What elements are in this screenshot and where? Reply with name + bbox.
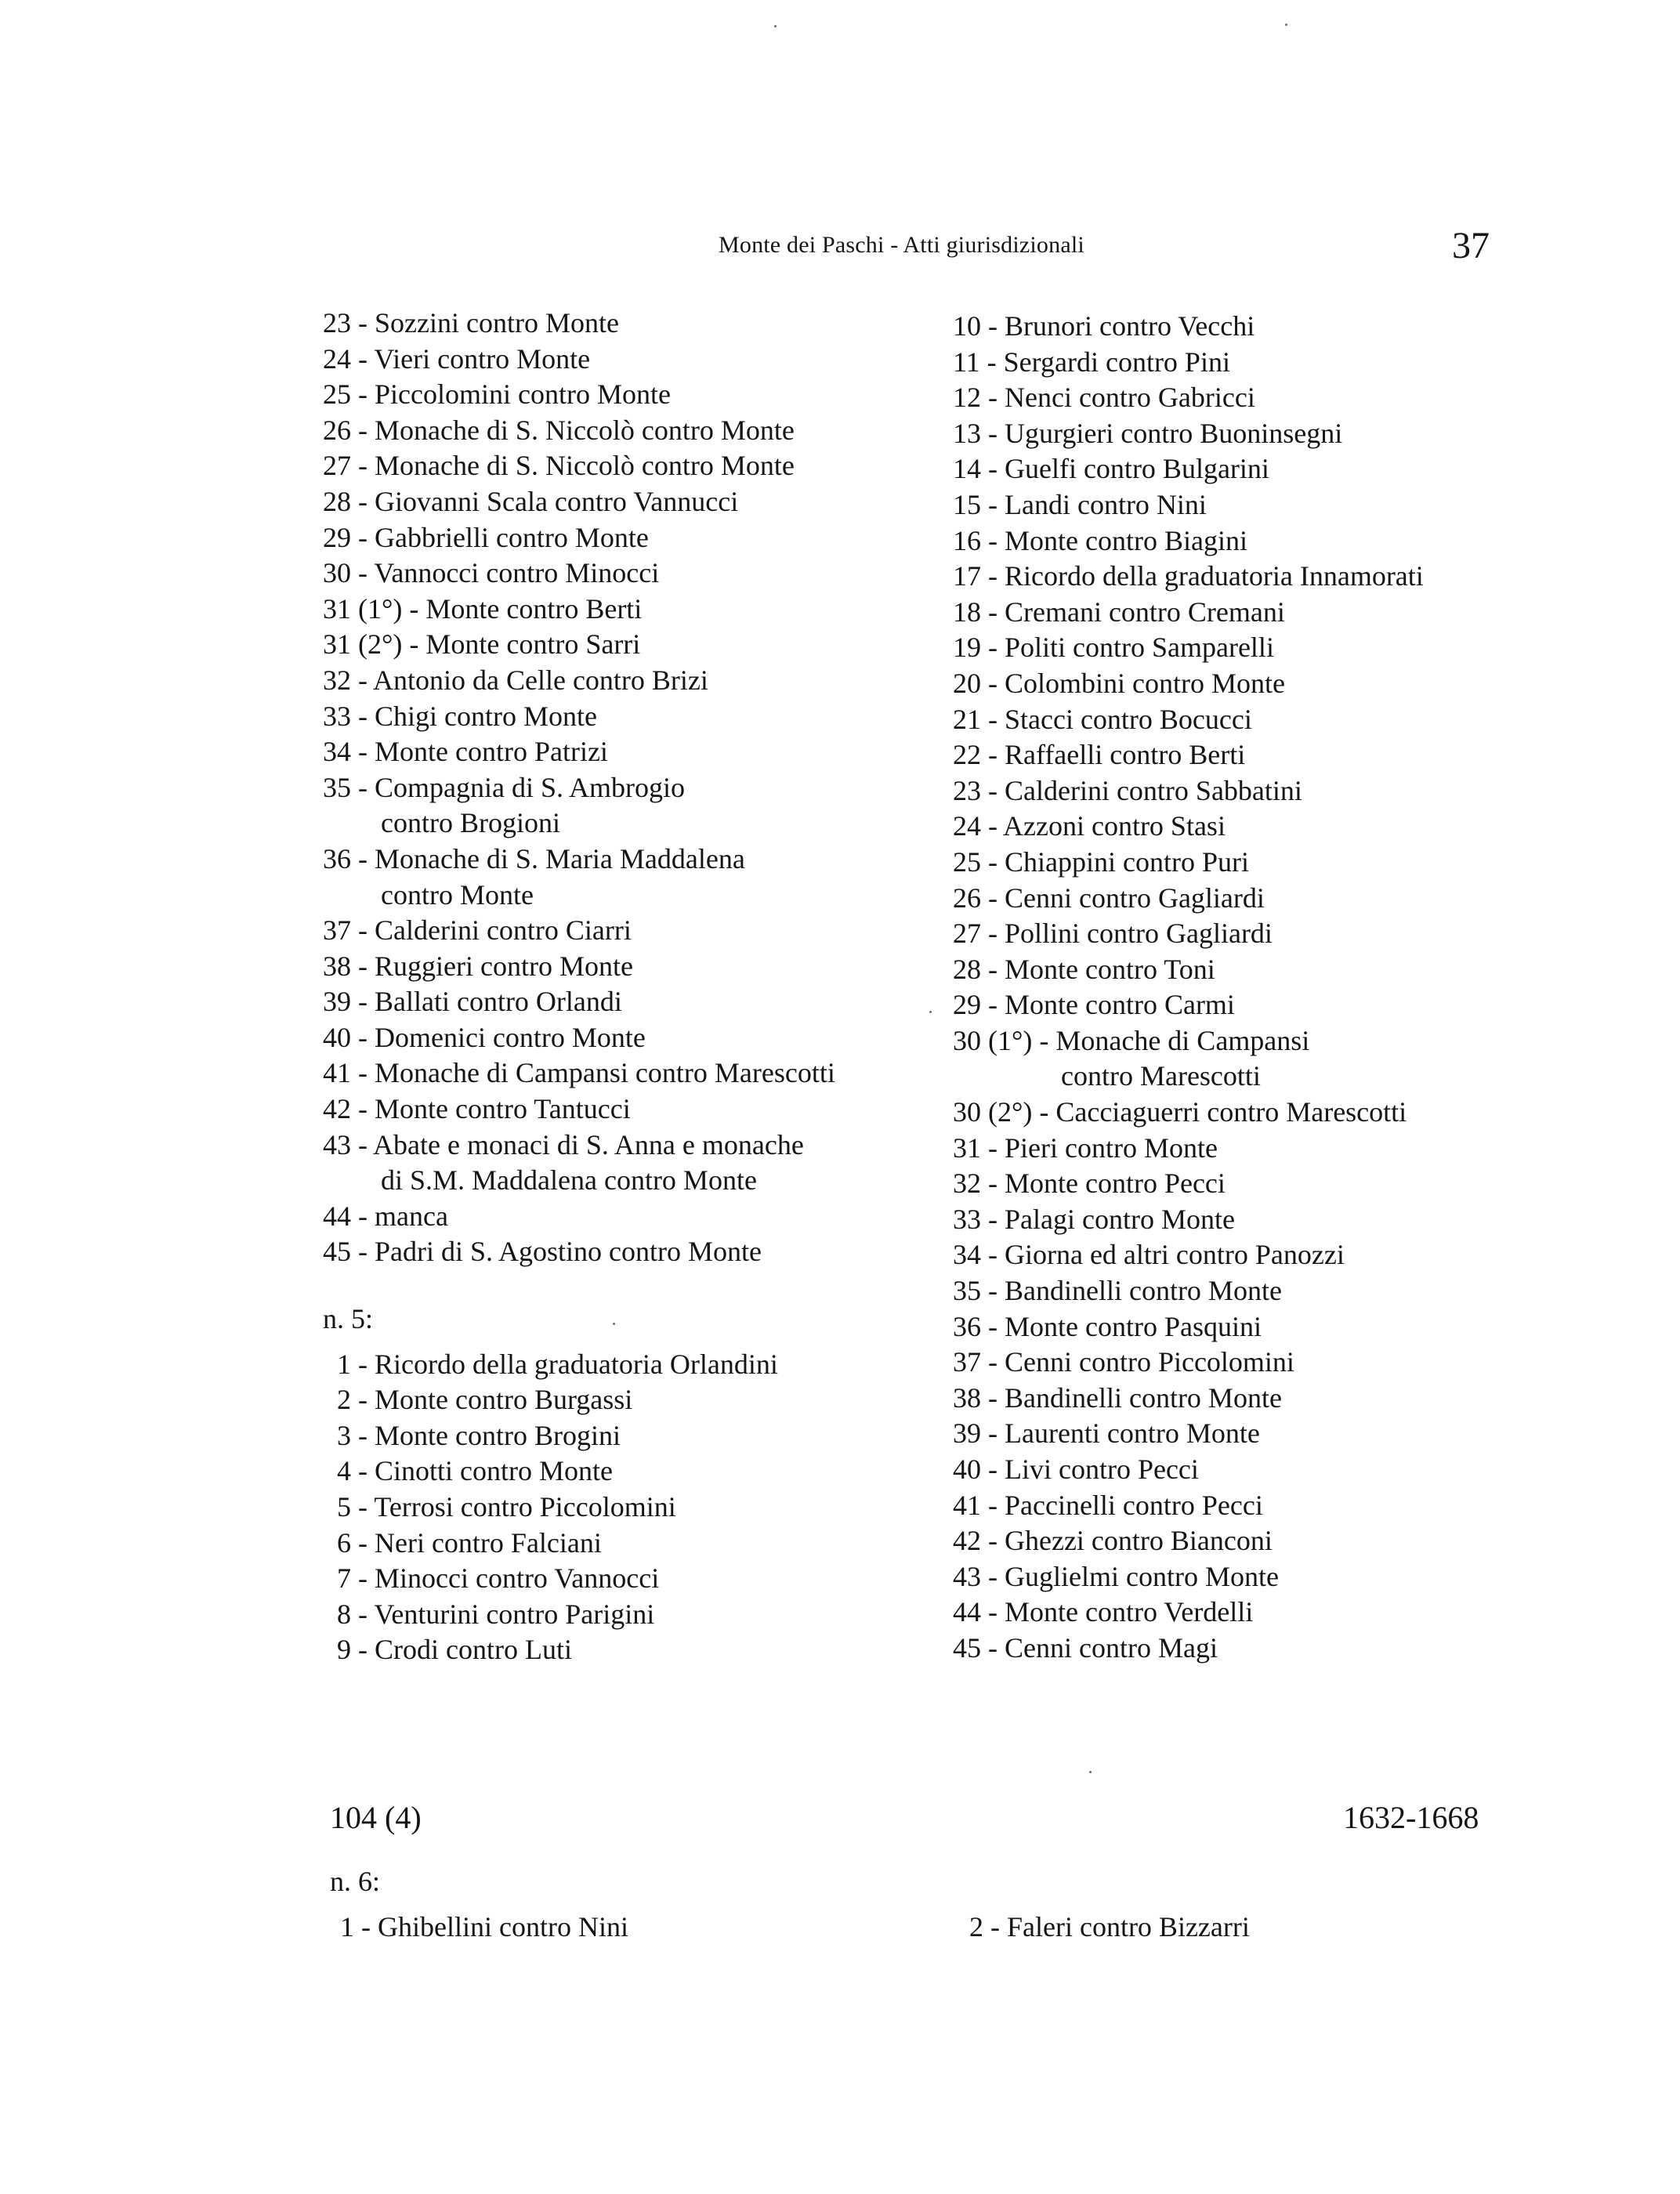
entry-number: 25 <box>323 378 351 411</box>
entry-number: 41 <box>323 1057 351 1089</box>
entry-number: 42 <box>323 1093 351 1125</box>
entry-text: - Ricordo della graduatoria Orlandini <box>351 1348 778 1380</box>
scan-speck <box>613 1323 615 1325</box>
entry-number: 34 <box>323 736 351 768</box>
entry-text: - Ricordo della graduatoria Innamorati <box>981 560 1424 592</box>
entry-text: - Abate e monaci di S. Anna e monache <box>351 1128 804 1160</box>
entry-text: - Calderini contro Sabbatini <box>981 774 1302 806</box>
entry-number: 16 <box>953 524 981 556</box>
entry-number: 19 <box>953 632 981 664</box>
list-item <box>323 984 835 1020</box>
entry-text: - Monte contro Biagini <box>981 524 1247 556</box>
entry-text: - Ghezzi contro Bianconi <box>981 1525 1273 1557</box>
entry-number: 21 <box>953 703 981 735</box>
list-item <box>323 520 835 556</box>
entry-number: 36 <box>953 1310 981 1342</box>
list-item <box>953 881 1424 917</box>
entry-number: 24 <box>323 342 351 375</box>
entry-text: - Bandinelli contro Monte <box>981 1275 1282 1307</box>
list-item <box>323 842 835 878</box>
entry-text: - Domenici contro Monte <box>351 1021 646 1053</box>
entry-number: 41 <box>953 1489 981 1521</box>
list-item <box>323 342 835 378</box>
list-item <box>953 345 1424 381</box>
entry-number: 30 (2°) <box>953 1096 1033 1128</box>
entry-text: - Monte contro Burgassi <box>351 1384 633 1416</box>
entry-text: - Bandinelli contro Monte <box>981 1381 1282 1414</box>
entry-number: 34 <box>953 1239 981 1271</box>
entry-number: 24 <box>953 810 981 842</box>
list-item <box>953 1237 1424 1273</box>
entry-number: 14 <box>953 453 981 485</box>
entry-number: 12 <box>953 382 981 414</box>
entry-number: 39 <box>323 986 351 1018</box>
page-number: 37 <box>1452 225 1490 266</box>
entry-text: - Monte contro Pasquini <box>981 1310 1262 1342</box>
list-item <box>953 451 1424 487</box>
entry-text: - Monache di S. Niccolò contro Monte <box>351 414 795 446</box>
list-item <box>323 699 835 735</box>
entry-number: 28 <box>953 953 981 985</box>
right-column <box>953 309 1424 1667</box>
entry-number: 7 <box>337 1562 351 1595</box>
entry-number: 36 <box>323 842 351 874</box>
entry-number: 38 <box>953 1381 981 1414</box>
list-item <box>953 1488 1424 1524</box>
list-item <box>323 448 835 484</box>
entry-text: - Monte contro Toni <box>981 953 1215 985</box>
list-item <box>323 770 835 806</box>
entry-number: 30 (1°) <box>953 1024 1033 1056</box>
entry-text: - Guelfi contro Bulgarini <box>981 453 1269 485</box>
entry-text: - Monte contro Brogini <box>351 1419 621 1451</box>
entry-text: - Monte contro Patrizi <box>351 736 608 768</box>
list-item <box>953 952 1424 988</box>
entry-text: - Ugurgieri contro Buoninsegni <box>981 417 1343 449</box>
section-gap <box>323 1270 835 1302</box>
list-item <box>953 916 1424 952</box>
entry-text: - Calderini contro Ciarri <box>351 914 632 947</box>
list-item <box>953 987 1424 1023</box>
list-item <box>953 666 1424 702</box>
entry-text: - Compagnia di S. Ambrogio <box>351 771 685 803</box>
list-item <box>953 809 1424 845</box>
list-item <box>953 595 1424 631</box>
entry-text: - Padri di S. Agostino contro Monte <box>351 1236 762 1268</box>
entry-text: - Giovanni Scala contro Vannucci <box>351 485 739 517</box>
n6-entry-1: 1 - Ghibellini contro Nini <box>340 1911 628 1942</box>
list-item <box>323 1020 835 1056</box>
entry-text: - Sozzini contro Monte <box>351 307 619 339</box>
entry-number: 2 <box>337 1384 351 1416</box>
entry-text: - Monte contro Tantucci <box>351 1093 631 1125</box>
entry-number: 3 <box>337 1419 351 1451</box>
n6-entry-2: 2 - Faleri contro Bizzarri <box>969 1911 1250 1942</box>
list-item <box>953 1452 1424 1488</box>
entry-number: 39 <box>953 1417 981 1450</box>
list-item <box>323 1418 835 1454</box>
list-item <box>323 1632 835 1668</box>
entry-number: 31 (2°) <box>323 628 403 661</box>
list-item <box>953 702 1424 738</box>
entry-text: - Chiappini contro Puri <box>981 845 1249 878</box>
list-item <box>953 1059 1424 1095</box>
list-item <box>953 1631 1424 1667</box>
list-item <box>323 1347 835 1383</box>
list-item <box>953 1273 1424 1309</box>
list-item <box>953 1131 1424 1167</box>
list-item <box>953 1309 1424 1345</box>
list-item <box>323 1128 835 1164</box>
list-item <box>953 416 1424 452</box>
list-item <box>953 630 1424 666</box>
entry-text: - Gabbrielli contro Monte <box>351 521 649 553</box>
entry-number: 31 (1°) <box>323 592 403 625</box>
entry-number: 9 <box>337 1634 351 1666</box>
entry-number: 44 <box>323 1200 351 1232</box>
entry-number: 18 <box>953 596 981 628</box>
list-item <box>953 1166 1424 1202</box>
entry-number: 1 <box>337 1348 351 1380</box>
list-item <box>953 309 1424 345</box>
list-item <box>323 1163 835 1199</box>
entry-text: - Monte contro Sarri <box>402 628 641 661</box>
list-item <box>323 878 835 914</box>
list-item <box>953 1523 1424 1559</box>
entry-number: 10 <box>953 310 981 342</box>
entry-number: 44 <box>953 1596 981 1628</box>
list-item <box>953 1381 1424 1417</box>
list-item <box>953 1023 1424 1059</box>
entry-number: 13 <box>953 417 981 449</box>
entry-text: - Vieri contro Monte <box>351 342 591 375</box>
entry-number: 37 <box>953 1346 981 1378</box>
section-n5-label: n. 5: <box>323 1303 374 1335</box>
entry-text: - Monache di S. Niccolò contro Monte <box>351 450 795 482</box>
entry-text: di S.M. Maddalena contro Monte <box>381 1164 757 1197</box>
list-item <box>953 1202 1424 1238</box>
entry-number: 40 <box>953 1454 981 1485</box>
entry-number: 32 <box>323 664 351 696</box>
left-column <box>323 306 835 1668</box>
entry-text: - Chigi contro Monte <box>351 700 597 732</box>
list-item <box>323 949 835 985</box>
entry-number: 27 <box>323 450 351 482</box>
entry-text: - Antonio da Celle contro Brizi <box>351 664 708 696</box>
entry-text: - Nenci contro Gabricci <box>981 382 1255 414</box>
entry-text: - Monte contro Berti <box>402 592 643 625</box>
entry-number: 29 <box>323 521 351 553</box>
list-item <box>323 1561 835 1597</box>
list-item <box>953 1095 1424 1131</box>
list-item <box>323 1234 835 1270</box>
scan-speck <box>774 25 777 27</box>
entry-text: - Cenni contro Magi <box>981 1631 1218 1664</box>
entry-number: 35 <box>953 1275 981 1307</box>
running-header-title: Monte dei Paschi - Atti giurisdizionali <box>719 232 1084 258</box>
list-item <box>323 1490 835 1526</box>
entry-text: - Cenni contro Piccolomini <box>981 1346 1294 1378</box>
entry-number: 23 <box>953 774 981 806</box>
list-item <box>953 487 1424 523</box>
entry-text: - Colombini contro Monte <box>981 667 1285 699</box>
list-item <box>953 773 1424 809</box>
entry-text: - Brunori contro Vecchi <box>981 310 1255 342</box>
list-item <box>323 734 835 770</box>
entry-number: 40 <box>323 1021 351 1053</box>
list-item <box>953 559 1424 595</box>
list-item <box>323 1382 835 1418</box>
entry-number: 45 <box>323 1236 351 1268</box>
list-item <box>953 1595 1424 1631</box>
list-item <box>323 663 835 699</box>
entry-text: - Raffaelli contro Berti <box>981 739 1246 771</box>
entry-number: 23 <box>323 307 351 339</box>
list-item <box>323 913 835 949</box>
archive-reference: 104 (4) <box>330 1800 422 1835</box>
entry-text: - Cinotti contro Monte <box>351 1455 613 1487</box>
entry-number: 38 <box>323 950 351 982</box>
entry-text: - Ballati contro Orlandi <box>351 986 622 1018</box>
list-item <box>323 1454 835 1490</box>
entry-text: - Ruggieri contro Monte <box>351 950 633 982</box>
entry-number: 32 <box>953 1168 981 1200</box>
entry-text: - Monache di Campansi contro Marescotti <box>351 1057 835 1089</box>
entry-text: - Crodi contro Luti <box>351 1634 572 1666</box>
entry-number: 4 <box>337 1455 351 1487</box>
entry-text: - Piccolomini contro Monte <box>351 378 671 411</box>
entry-text: - Guglielmi contro Monte <box>981 1560 1279 1592</box>
list-item <box>323 1199 835 1235</box>
entry-text: - Cacciaguerri contro Marescotti <box>1032 1096 1407 1128</box>
entry-text: - Giorna ed altri contro Panozzi <box>981 1239 1345 1271</box>
entry-text: - Pollini contro Gagliardi <box>981 918 1273 950</box>
entry-number: 5 <box>337 1491 351 1522</box>
entry-text: - Cremani contro Cremani <box>981 596 1285 628</box>
entry-text: - Monache di S. Maria Maddalena <box>351 842 745 874</box>
list-item <box>323 627 835 663</box>
list-item <box>323 1092 835 1128</box>
list-item <box>323 592 835 628</box>
entry-text: - Monache di Campansi <box>1032 1024 1310 1056</box>
scan-speck <box>929 1011 932 1013</box>
list-item <box>953 737 1424 773</box>
list-item <box>953 523 1424 559</box>
entry-text: - Minocci contro Vannocci <box>351 1562 660 1595</box>
entry-number: 22 <box>953 739 981 771</box>
entry-text: contro Brogioni <box>381 807 560 839</box>
entry-number: 6 <box>337 1526 351 1559</box>
entry-number: 30 <box>323 557 351 589</box>
entry-text: - Stacci contro Bocucci <box>981 703 1252 735</box>
entry-text: contro Marescotti <box>1061 1060 1261 1092</box>
list-item <box>323 306 835 342</box>
entry-text: - Vannocci contro Minocci <box>351 557 660 589</box>
entry-number: 26 <box>323 414 351 446</box>
entry-number: 20 <box>953 667 981 699</box>
entry-text: - Paccinelli contro Pecci <box>981 1489 1263 1521</box>
entry-text: - Landi contro Nini <box>981 488 1207 520</box>
entry-number: 26 <box>953 882 981 914</box>
entry-text: - Azzoni contro Stasi <box>981 810 1226 842</box>
entry-number: 17 <box>953 560 981 592</box>
list-item <box>323 1597 835 1633</box>
entry-number: 15 <box>953 488 981 520</box>
list-item <box>953 380 1424 416</box>
list-item <box>323 1526 835 1562</box>
entry-text: - Cenni contro Gagliardi <box>981 882 1265 914</box>
entry-text: - Politi contro Samparelli <box>981 632 1274 664</box>
entry-text: - Monte contro Carmi <box>981 989 1235 1021</box>
entry-number: 25 <box>953 845 981 878</box>
scan-speck <box>1285 24 1287 26</box>
entry-text: - Venturini contro Parigini <box>351 1598 655 1630</box>
entry-number: 35 <box>323 771 351 803</box>
entry-number: 43 <box>953 1560 981 1592</box>
list-item <box>323 377 835 413</box>
entry-number: 28 <box>323 485 351 517</box>
entry-number: 29 <box>953 989 981 1021</box>
list-item <box>323 556 835 592</box>
entry-text: - manca <box>351 1200 448 1232</box>
entry-number: 33 <box>323 700 351 732</box>
entry-text: - Monte contro Pecci <box>981 1168 1226 1200</box>
entry-number: 8 <box>337 1598 351 1630</box>
scan-speck <box>1089 1771 1092 1773</box>
list-item <box>323 484 835 520</box>
entry-number: 31 <box>953 1131 981 1164</box>
entry-text: - Livi contro Pecci <box>981 1454 1199 1485</box>
section-n6-label: n. 6: <box>330 1866 381 1897</box>
entry-number: 27 <box>953 918 981 950</box>
list-item <box>953 1416 1424 1452</box>
entry-text: - Sergardi contro Pini <box>979 346 1230 378</box>
entry-text: - Palagi contro Monte <box>981 1203 1235 1235</box>
date-range: 1632-1668 <box>1343 1800 1479 1835</box>
entry-number: 42 <box>953 1525 981 1557</box>
entry-text: contro Monte <box>381 878 534 911</box>
list-item <box>323 806 835 842</box>
list-item <box>953 1345 1424 1381</box>
list-item <box>323 1055 835 1092</box>
entry-number: 45 <box>953 1631 981 1664</box>
entry-number: 37 <box>323 914 351 947</box>
entry-number: 33 <box>953 1203 981 1235</box>
entry-number: 11 <box>953 346 980 378</box>
entry-text: - Terrosi contro Piccolomini <box>351 1491 676 1522</box>
list-item <box>323 413 835 449</box>
list-item <box>953 845 1424 881</box>
entry-text: - Laurenti contro Monte <box>981 1417 1260 1450</box>
entry-text: - Pieri contro Monte <box>981 1131 1218 1164</box>
list-item <box>953 1559 1424 1595</box>
section-gap <box>323 1338 835 1347</box>
entry-text: - Monte contro Verdelli <box>981 1596 1254 1628</box>
entry-number: 43 <box>323 1128 351 1160</box>
entry-text: - Neri contro Falciani <box>351 1526 602 1559</box>
